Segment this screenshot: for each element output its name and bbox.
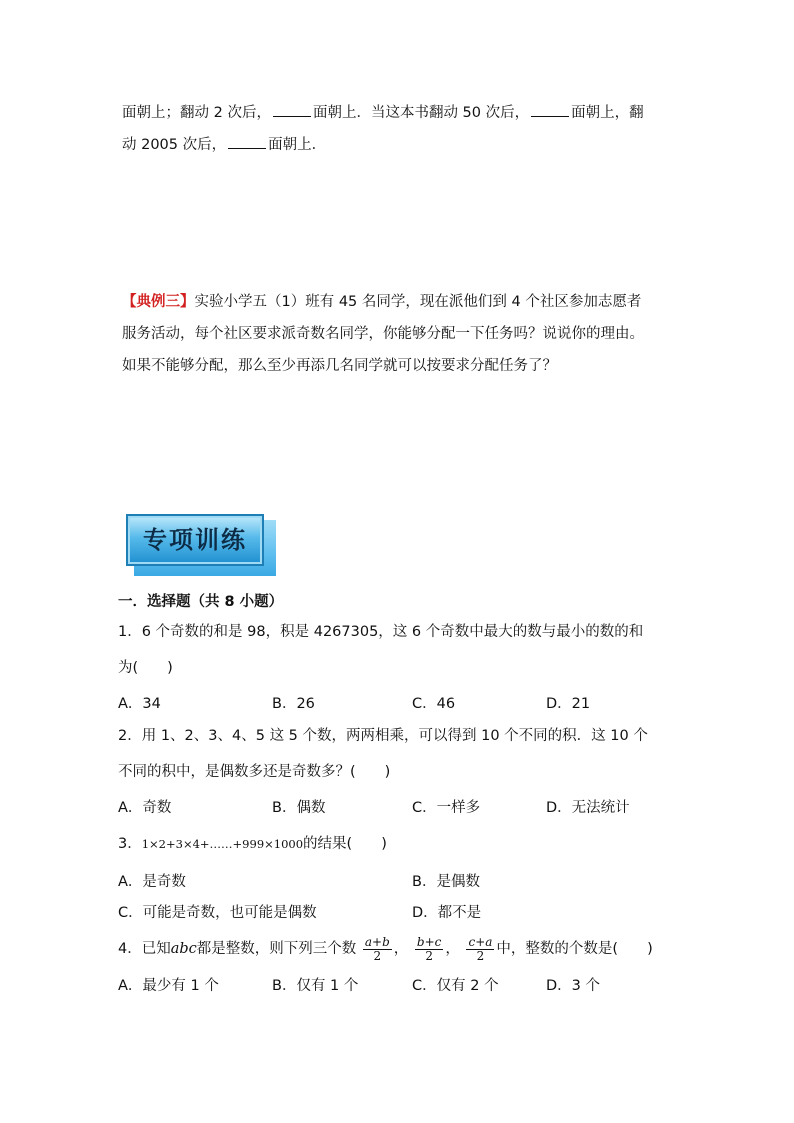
q2-option-b[interactable]: B．偶数 xyxy=(272,800,326,816)
q4-fraction-3-numerator: c+a xyxy=(468,934,493,949)
q4-fraction-2 xyxy=(415,936,443,963)
q1-stem-line-1: 1．6 个奇数的和是 98，积是 4267305，这 6 个奇数中最大的数与最小的数的和 xyxy=(118,624,644,640)
q4-fraction-3 xyxy=(466,936,494,963)
q4-fraction-2-numerator: b+c xyxy=(416,934,442,949)
q4-suffix: 中，整数的个数是( ) xyxy=(496,941,653,957)
q2-option-d[interactable]: D．无法统计 xyxy=(546,800,630,816)
q4-mid-text: 都是整数，则下列三个数 xyxy=(196,941,357,957)
q3-stem xyxy=(118,834,387,854)
q2-option-a[interactable]: A．奇数 xyxy=(118,800,172,816)
q4-comma-1: ， xyxy=(393,941,409,957)
q2-option-c[interactable]: C．一样多 xyxy=(412,800,481,816)
q4-fraction-2-denominator: 2 xyxy=(425,948,433,963)
q3-option-b[interactable]: B．是偶数 xyxy=(412,874,480,890)
q2-stem-line-2: 不同的积中，是偶数多还是奇数多？( ) xyxy=(118,764,391,780)
q4-option-b[interactable]: B．仅有 1 个 xyxy=(272,978,359,994)
q3-expression: 1×2+3×4+……+999×1000 xyxy=(141,837,304,851)
q4-option-c[interactable]: C．仅有 2 个 xyxy=(412,978,499,994)
q3-option-d[interactable]: D．都不是 xyxy=(412,905,482,921)
q4-number: 4．已知 xyxy=(118,941,171,957)
example3-tag: 【典例三】 xyxy=(122,294,195,310)
q4-stem xyxy=(118,934,653,964)
q3-suffix: 的结果( ) xyxy=(303,836,387,852)
q4-comma-2: ， xyxy=(445,941,460,957)
q3-option-c[interactable]: C．可能是奇数，也可能是偶数 xyxy=(118,905,317,921)
section-banner xyxy=(126,514,278,578)
q1-option-d[interactable]: D．21 xyxy=(546,696,591,712)
intro-line-2 xyxy=(122,134,326,155)
answer-blank-2[interactable] xyxy=(531,102,569,117)
q4-fraction-1-denominator: 2 xyxy=(373,948,382,963)
banner-title: 专项训练 xyxy=(143,525,247,554)
example3-line-3: 如果不能够分配，那么至少再添几名同学就可以按要求分配任务了？ xyxy=(122,358,557,374)
q4-variables: abc xyxy=(170,941,197,957)
q4-option-d[interactable]: D．3 个 xyxy=(546,978,600,994)
example3-line-1 xyxy=(122,292,641,312)
intro-text-2b: 面朝上． xyxy=(268,137,327,153)
q4-fraction-1-numerator: a+b xyxy=(364,934,390,949)
q4-option-a[interactable]: A．最少有 1 个 xyxy=(118,978,219,994)
intro-text-1b: 面朝上．当这本书翻动 50 次后， xyxy=(312,105,530,121)
q4-fraction-1 xyxy=(363,936,392,963)
q3-option-a[interactable]: A．是奇数 xyxy=(118,874,186,890)
answer-blank-3[interactable] xyxy=(228,134,266,149)
example3-text-1: 实验小学五（1）班有 45 名同学，现在派他们到 4 个社区参加志愿者 xyxy=(194,294,642,310)
q1-option-c[interactable]: C．46 xyxy=(412,696,456,712)
q4-fraction-3-denominator: 2 xyxy=(476,948,485,963)
q1-option-a[interactable]: A．34 xyxy=(118,696,161,712)
q3-number: 3． xyxy=(118,836,142,852)
q1-stem-line-2: 为( ) xyxy=(118,660,173,676)
intro-text-1c: 面朝上，翻 xyxy=(571,105,644,121)
intro-text-1a: 面朝上；翻动 2 次后， xyxy=(122,105,271,121)
intro-text-2a: 动 2005 次后， xyxy=(122,137,227,153)
answer-blank-1[interactable] xyxy=(273,102,311,117)
section-title: 一．选择题（共 8 小题） xyxy=(118,594,284,610)
example3-line-2: 服务活动，每个社区要求派奇数名同学，你能够分配一下任务吗？说说你的理由。 xyxy=(122,326,644,342)
intro-line-1 xyxy=(122,102,644,123)
q2-stem-line-1: 2．用 1、2、3、4、5 这 5 个数，两两相乘，可以得到 10 个不同的积．这 10 个 xyxy=(118,728,648,744)
q1-option-b[interactable]: B．26 xyxy=(272,696,315,712)
